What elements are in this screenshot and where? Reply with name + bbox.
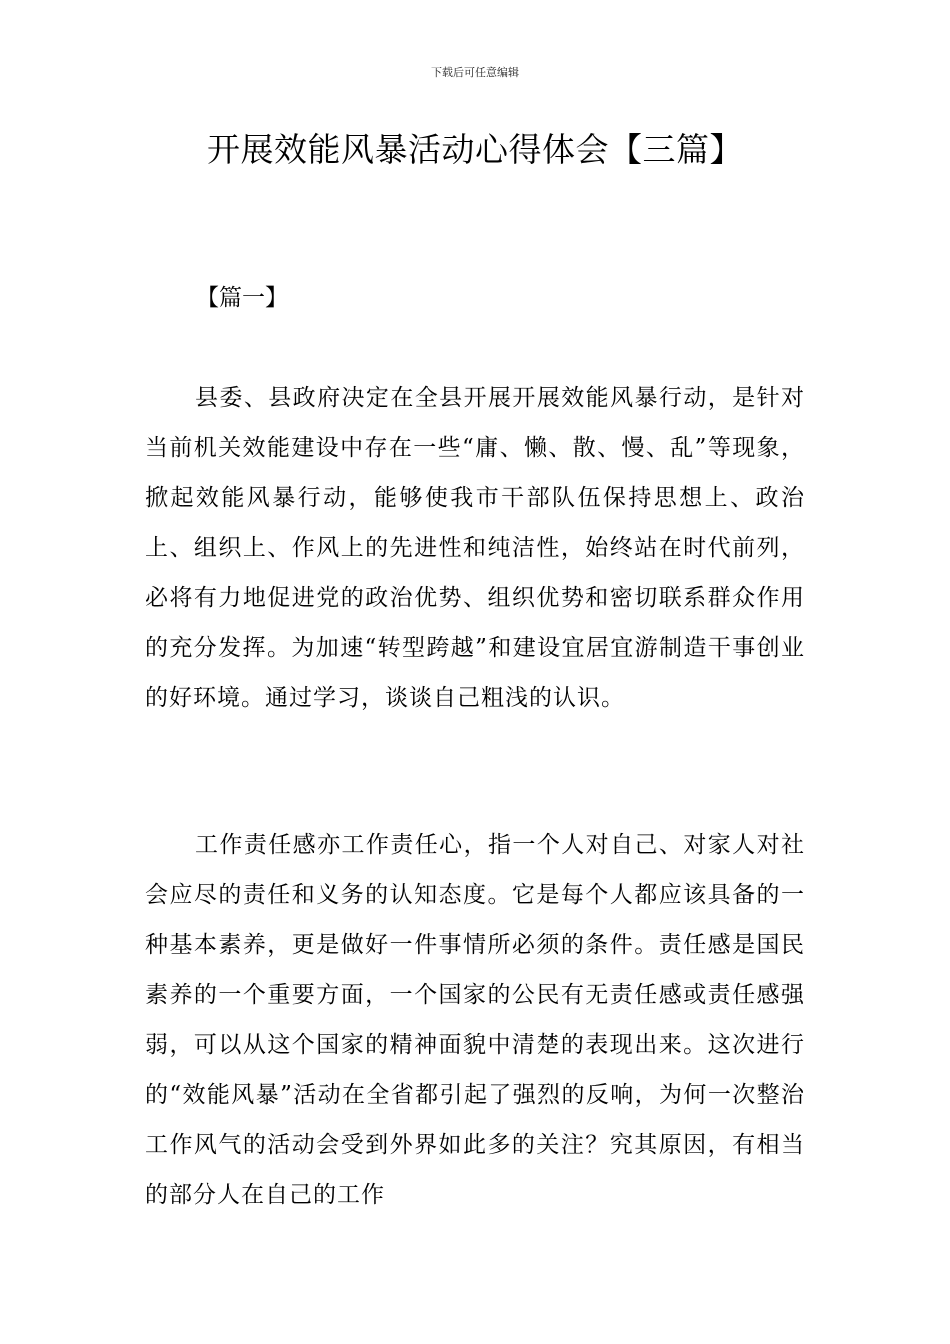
- download-note: 下载后可任意编辑: [431, 66, 519, 79]
- section-label: 【篇一】: [196, 285, 288, 311]
- paragraph-1: 县委、县政府决定在全县开展开展效能风暴行动，是针对当前机关效能建设中存在一些“庸、懒、散、慢、乱”等现象，掀起效能风暴行动，能够使我市干部队伍保持思想上、政治上、组织上、作风上的先进性和纯洁性，始终站在时代前列，必将有力地促进党的政治优势、组织优势和密切联系群众作用的充分发挥。为加速“转型跨越”和建设宜居宜游制造干事创业的好环境。通过学习，谈谈自己粗浅的认识。: [145, 385, 805, 711]
- document-title: 开展效能风暴活动心得体会【三篇】: [207, 130, 743, 169]
- paragraph-2: 工作责任感亦工作责任心，指一个人对自己、对家人对社会应尽的责任和义务的认知态度。它是每个人都应该具备的一种基本素养，更是做好一件事情所必须的条件。责任感是国民素养的一个重要方面，一个国家的公民有无责任感或责任感强弱，可以从这个国家的精神面貌中清楚的表现出来。这次进行的“效能风暴”活动在全省都引起了强烈的反响，为何一次整治工作风气的活动会受到外界如此多的关注？究其原因，有相当的部分人在自己的工作: [145, 832, 805, 1208]
